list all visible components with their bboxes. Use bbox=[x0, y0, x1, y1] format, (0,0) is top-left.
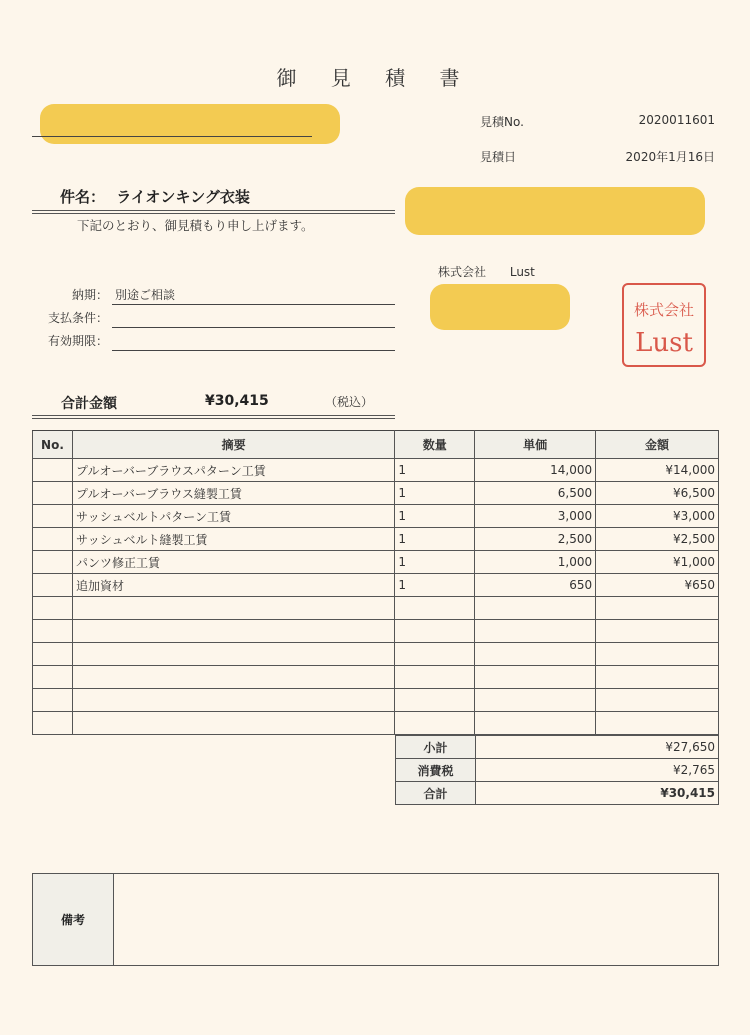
quote-no-label: 見積No. bbox=[480, 115, 524, 129]
address-redaction bbox=[405, 187, 705, 235]
cell-description bbox=[72, 643, 394, 666]
cell-no bbox=[33, 574, 73, 597]
tax-label: 消費税 bbox=[396, 759, 476, 782]
cell-quantity: 1 bbox=[395, 551, 475, 574]
payment-line bbox=[112, 327, 395, 328]
seal-company-text: 株式会社 bbox=[633, 301, 695, 319]
document-title: 御 見 積 書 bbox=[276, 66, 474, 90]
cell-no bbox=[33, 505, 73, 528]
cell-amount: ¥650 bbox=[596, 574, 719, 597]
tax-value: ¥2,765 bbox=[476, 759, 719, 782]
quote-date-value: 2020年1月16日 bbox=[625, 150, 715, 164]
cell-no bbox=[33, 528, 73, 551]
cell-unit-price bbox=[475, 689, 596, 712]
tax-included-note: （税込） bbox=[325, 395, 374, 409]
total-label: 合計金額 bbox=[61, 396, 117, 412]
seal-icon bbox=[624, 285, 704, 365]
subject-underline bbox=[32, 210, 395, 214]
header-unit-price: 単価 bbox=[475, 431, 596, 459]
cell-amount: ¥1,000 bbox=[596, 551, 719, 574]
table-row bbox=[33, 574, 719, 597]
table-row bbox=[33, 689, 719, 712]
cell-no bbox=[33, 643, 73, 666]
subject-label: 件名： bbox=[60, 188, 106, 206]
header-no: No. bbox=[33, 431, 73, 459]
cell-unit-price bbox=[475, 643, 596, 666]
cell-quantity: 1 bbox=[395, 482, 475, 505]
cell-amount bbox=[596, 643, 719, 666]
cell-amount: ¥3,000 bbox=[596, 505, 719, 528]
validity-label: 有効期限： bbox=[47, 334, 108, 348]
items-table bbox=[32, 430, 719, 735]
table-header-row bbox=[33, 431, 719, 459]
cell-no bbox=[33, 620, 73, 643]
summary-table bbox=[395, 735, 719, 805]
grand-total-value: ¥30,415 bbox=[476, 782, 719, 805]
cell-unit-price bbox=[475, 597, 596, 620]
tax-row bbox=[396, 759, 719, 782]
cell-unit-price: 1,000 bbox=[475, 551, 596, 574]
grand-total-label: 合計 bbox=[396, 782, 476, 805]
table-row bbox=[33, 551, 719, 574]
table-row bbox=[33, 528, 719, 551]
delivery-line bbox=[112, 304, 395, 305]
contact-redaction bbox=[430, 284, 570, 330]
cell-description: プルオーバーブラウスパターン工賃 bbox=[72, 459, 394, 482]
cell-quantity: 1 bbox=[395, 528, 475, 551]
header-description: 摘要 bbox=[72, 431, 394, 459]
cell-no bbox=[33, 712, 73, 735]
cell-unit-price bbox=[475, 620, 596, 643]
delivery-label: 納期： bbox=[71, 288, 108, 302]
cell-amount bbox=[596, 689, 719, 712]
subtotal-label: 小計 bbox=[396, 736, 476, 759]
cell-amount bbox=[596, 712, 719, 735]
grand-total-row bbox=[396, 782, 719, 805]
header-quantity: 数量 bbox=[395, 431, 475, 459]
cell-description: サッシュベルトパターン工賃 bbox=[72, 505, 394, 528]
cell-quantity: 1 bbox=[395, 574, 475, 597]
cell-unit-price: 6,500 bbox=[475, 482, 596, 505]
quote-date-label: 見積日 bbox=[480, 150, 517, 164]
cell-amount bbox=[596, 666, 719, 689]
cell-unit-price: 650 bbox=[475, 574, 596, 597]
remarks-label: 備考 bbox=[33, 874, 114, 965]
remarks-box bbox=[32, 873, 719, 966]
cell-unit-price bbox=[475, 712, 596, 735]
intro-text: 下記のとおり、御見積もり申し上げます。 bbox=[77, 218, 314, 233]
company-type: 株式会社 bbox=[438, 265, 487, 279]
cell-amount bbox=[596, 597, 719, 620]
cell-description bbox=[72, 666, 394, 689]
cell-description bbox=[72, 689, 394, 712]
cell-description bbox=[72, 620, 394, 643]
recipient-redaction bbox=[40, 104, 340, 144]
subject bbox=[60, 186, 250, 207]
company-name: Lust bbox=[509, 265, 535, 279]
cell-unit-price: 3,000 bbox=[475, 505, 596, 528]
cell-description: サッシュベルト縫製工賃 bbox=[72, 528, 394, 551]
remarks-body[interactable] bbox=[114, 874, 718, 965]
cell-amount: ¥2,500 bbox=[596, 528, 719, 551]
quote-no-value: 2020011601 bbox=[638, 113, 715, 127]
table-row bbox=[33, 712, 719, 735]
cell-description: パンツ修正工賃 bbox=[72, 551, 394, 574]
table-row bbox=[33, 459, 719, 482]
cell-description: プルオーバーブラウス縫製工賃 bbox=[72, 482, 394, 505]
cell-quantity bbox=[395, 689, 475, 712]
seal-name-text: Lust bbox=[635, 328, 693, 358]
cell-description: 追加資材 bbox=[72, 574, 394, 597]
subtotal-row bbox=[396, 736, 719, 759]
cell-unit-price: 2,500 bbox=[475, 528, 596, 551]
cell-quantity bbox=[395, 712, 475, 735]
cell-quantity bbox=[395, 643, 475, 666]
cell-no bbox=[33, 482, 73, 505]
total-underline bbox=[32, 415, 395, 419]
table-row bbox=[33, 482, 719, 505]
cell-amount bbox=[596, 620, 719, 643]
cell-no bbox=[33, 551, 73, 574]
subtotal-value: ¥27,650 bbox=[476, 736, 719, 759]
cell-no bbox=[33, 597, 73, 620]
cell-quantity bbox=[395, 666, 475, 689]
cell-quantity bbox=[395, 620, 475, 643]
cell-no bbox=[33, 689, 73, 712]
cell-amount: ¥14,000 bbox=[596, 459, 719, 482]
recipient-underline bbox=[32, 136, 312, 137]
issuer-company bbox=[438, 263, 535, 280]
cell-description bbox=[72, 597, 394, 620]
table-row bbox=[33, 666, 719, 689]
total-value: ¥30,415 bbox=[205, 393, 269, 409]
cell-quantity: 1 bbox=[395, 505, 475, 528]
cell-no bbox=[33, 459, 73, 482]
cell-unit-price: 14,000 bbox=[475, 459, 596, 482]
payment-label: 支払条件： bbox=[47, 311, 108, 325]
delivery-value: 別途ご相談 bbox=[115, 288, 176, 302]
table-row bbox=[33, 643, 719, 666]
table-row bbox=[33, 505, 719, 528]
cell-description bbox=[72, 712, 394, 735]
cell-quantity: 1 bbox=[395, 459, 475, 482]
cell-amount: ¥6,500 bbox=[596, 482, 719, 505]
validity-line bbox=[112, 350, 395, 351]
table-row bbox=[33, 620, 719, 643]
cell-no bbox=[33, 666, 73, 689]
table-row bbox=[33, 597, 719, 620]
company-seal-stamp bbox=[622, 283, 706, 367]
subject-value: ライオンキング衣装 bbox=[116, 188, 250, 206]
cell-unit-price bbox=[475, 666, 596, 689]
cell-quantity bbox=[395, 597, 475, 620]
header-amount: 金額 bbox=[596, 431, 719, 459]
